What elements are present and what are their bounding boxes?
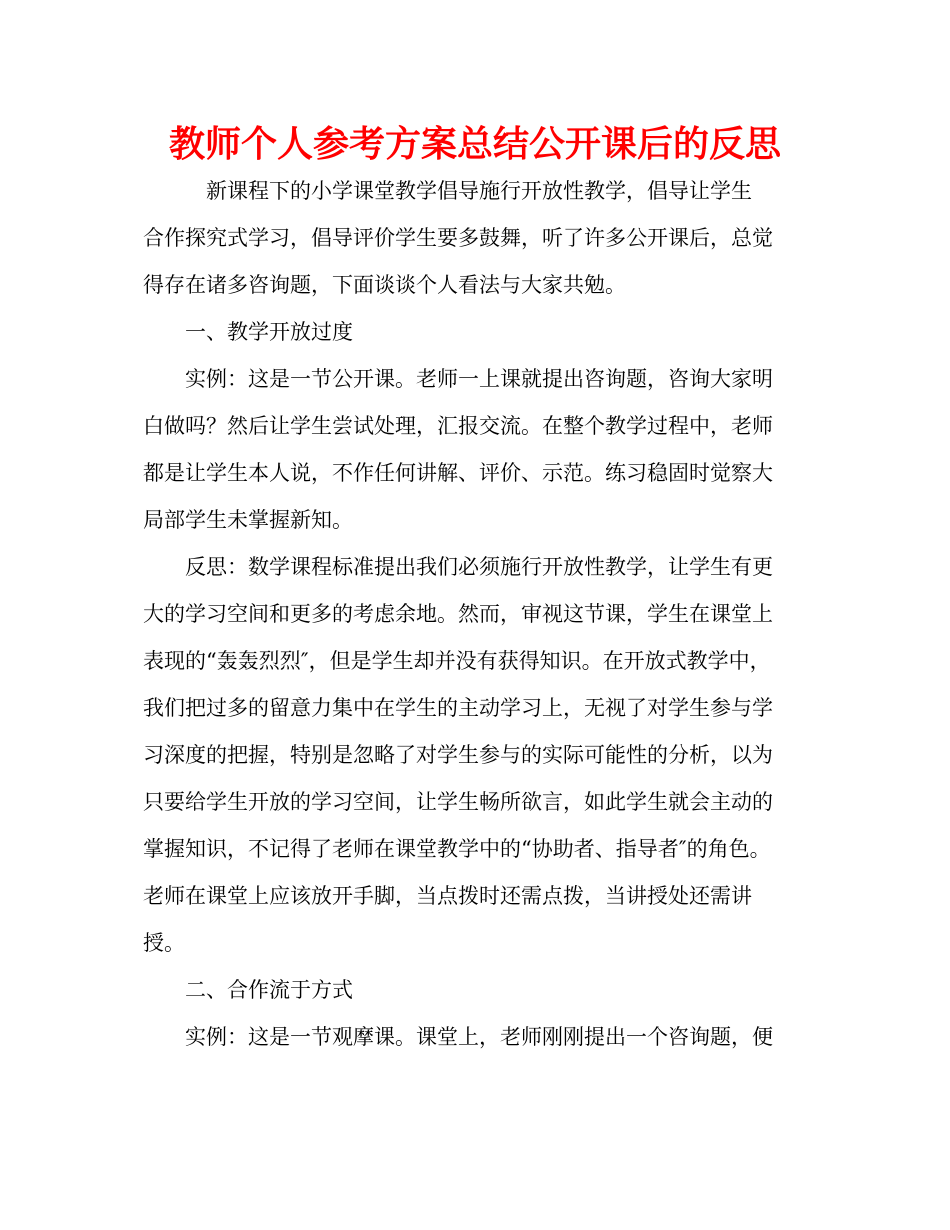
paragraph-line: 新课程下的小学课堂教学倡导施行开放性教学，倡导让学生	[143, 179, 752, 203]
section-heading: 二、合作流于方式	[143, 978, 353, 1002]
paragraph-line: 习深度的把握，特别是忽略了对学生参与的实际可能性的分析，以为	[143, 743, 773, 767]
paragraph-line: 大的学习空间和更多的考虑余地。然而，审视这节课，学生在课堂上	[143, 602, 773, 626]
paragraph-line: 表现的“轰轰烈烈″，但是学生却并没有获得知识。在开放式教学中，	[143, 649, 771, 673]
paragraph-line: 授。	[143, 931, 185, 955]
section-heading: 一、教学开放过度	[143, 320, 353, 344]
paragraph-line: 反思：数学课程标准提出我们必须施行开放性教学，让学生有更	[143, 555, 773, 579]
paragraph-line: 实例：这是一节公开课。老师一上课就提出咨询题，咨询大家明	[143, 367, 773, 391]
paragraph-line: 合作探究式学习，倡导评价学生要多鼓舞，听了许多公开课后，总觉	[143, 226, 773, 250]
paragraph-line: 掌握知识，不记得了老师在课堂教学中的“协助者、指导者″的角色。	[143, 837, 771, 861]
document-title: 教师个人参考方案总结公开课后的反思	[168, 124, 781, 165]
paragraph-line: 得存在诸多咨询题，下面谈谈个人看法与大家共勉。	[143, 273, 626, 297]
paragraph-line: 老师在课堂上应该放开手脚，当点拨时还需点拨，当讲授处还需讲	[143, 884, 752, 908]
paragraph-line: 实例：这是一节观摩课。课堂上，老师刚刚提出一个咨询题，便	[143, 1025, 773, 1049]
paragraph-line: 都是让学生本人说，不作任何讲解、评价、示范。练习稳固时觉察大	[143, 461, 773, 485]
paragraph-line: 只要给学生开放的学习空间，让学生畅所欲言，如此学生就会主动的	[143, 790, 773, 814]
paragraph-line: 白做吗？然后让学生尝试处理，汇报交流。在整个教学过程中，老师	[143, 414, 773, 438]
paragraph-line: 局部学生未掌握新知。	[143, 508, 353, 532]
document-body	[143, 168, 807, 1061]
paragraph-line: 我们把过多的留意力集中在学生的主动学习上，无视了对学生参与学	[143, 696, 773, 720]
